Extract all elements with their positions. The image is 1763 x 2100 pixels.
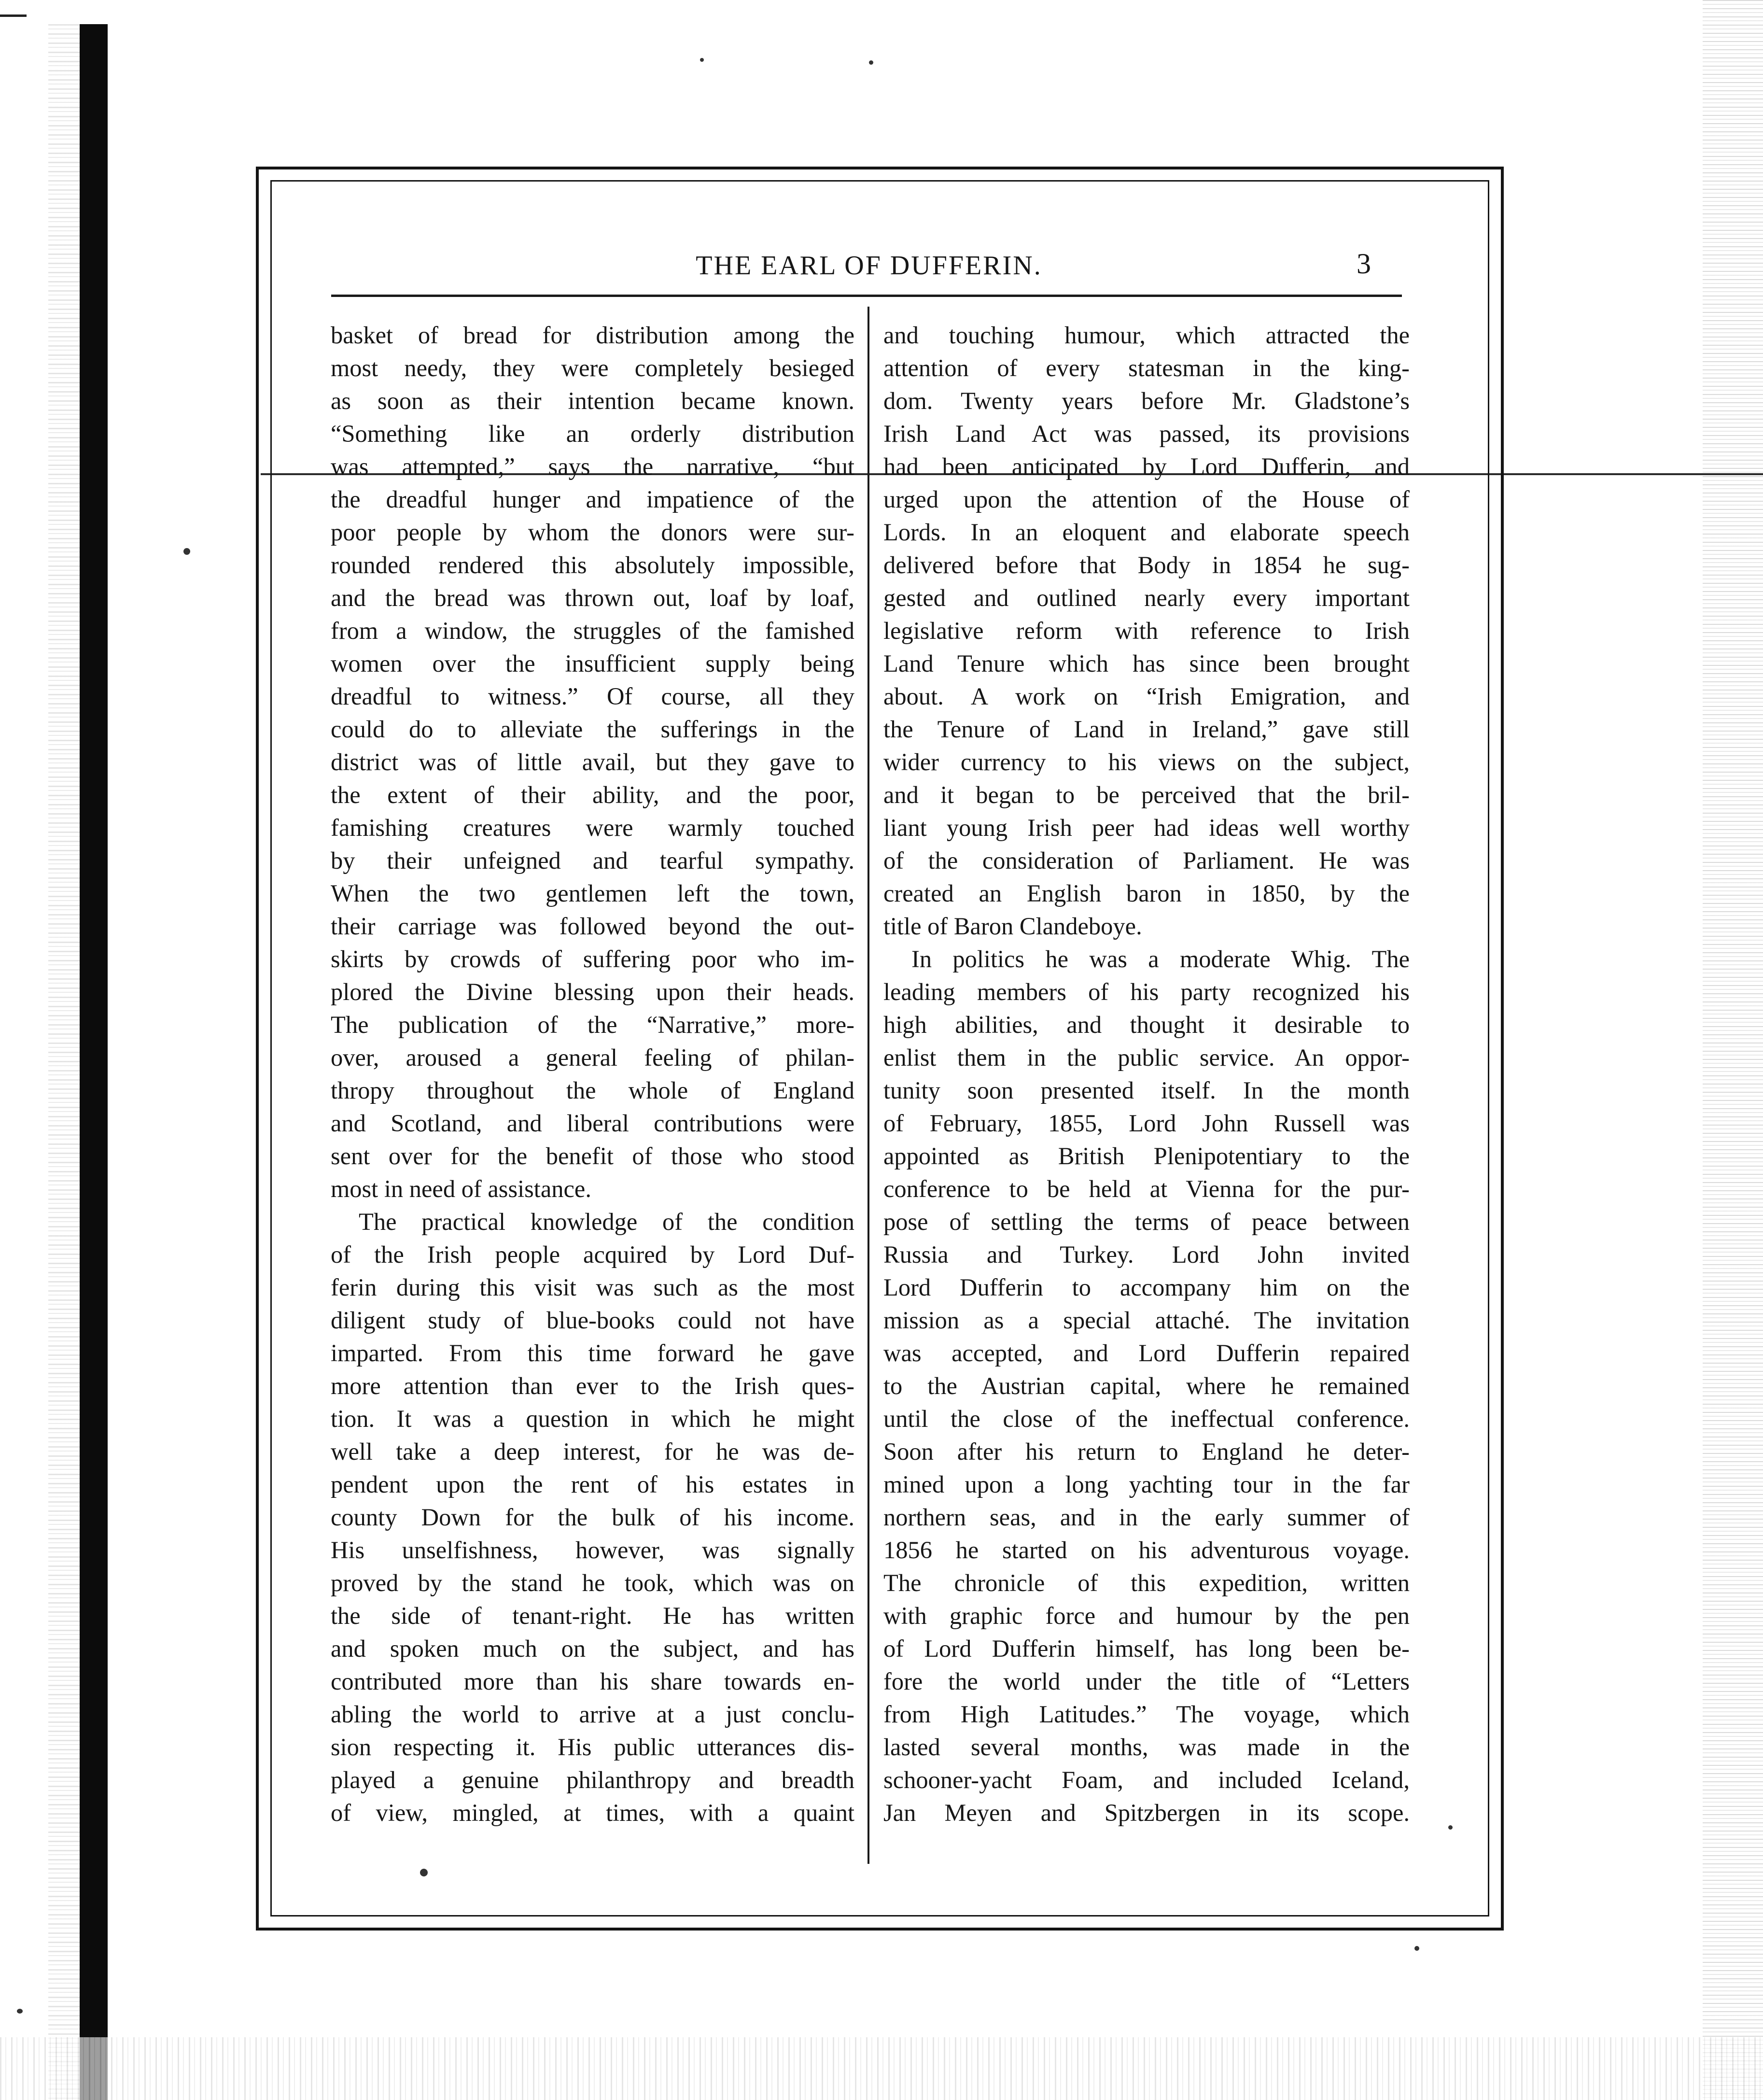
text-line: rounded rendered this absolutely impossible,: [331, 551, 854, 578]
speck: [700, 58, 704, 62]
text-line: and Scotland, and liberal contributions were: [331, 1110, 854, 1137]
text-line: and it began to be perceived that the bril-: [883, 781, 1410, 808]
text-line: “Something like an orderly distribution: [331, 420, 854, 447]
text-line: with graphic force and humour by the pen: [883, 1602, 1410, 1629]
text-line: dreadful to witness.” Of course, all they: [331, 683, 854, 710]
text-line: and touching humour, which attracted the: [883, 322, 1410, 349]
running-head: THE EARL OF DUFFERIN.: [696, 251, 1042, 281]
text-line: gested and outlined nearly every important: [883, 584, 1410, 611]
text-line: When the two gentlemen left the town,: [331, 880, 854, 907]
text-line: diligent study of blue-books could not have: [331, 1307, 854, 1334]
speck: [17, 2009, 23, 2014]
column-rule: [868, 307, 869, 1864]
text-line: northern seas, and in the early summer of: [883, 1504, 1410, 1531]
text-line: and the bread was thrown out, loaf by loaf,: [331, 584, 854, 611]
text-line: created an English baron in 1850, by the: [883, 880, 1410, 907]
text-line: of the consideration of Parliament. He was: [883, 847, 1410, 874]
text-line: to the Austrian capital, where he remained: [883, 1372, 1410, 1399]
text-line: plored the Divine blessing upon their heads.: [331, 978, 854, 1005]
text-line: most in need of assistance.: [331, 1175, 591, 1202]
text-line: tunity soon presented itself. In the month: [883, 1077, 1410, 1104]
text-line: was accepted, and Lord Dufferin repaired: [883, 1339, 1410, 1367]
text-line: sent over for the benefit of those who stood: [331, 1142, 854, 1170]
text-line: appointed as British Plenipotentiary to the: [883, 1142, 1410, 1170]
text-line: wider currency to his views on the subject,: [883, 748, 1410, 775]
text-line: thropy throughout the whole of England: [331, 1077, 854, 1104]
text-line: The practical knowledge of the condition: [359, 1208, 854, 1235]
text-line: from a window, the struggles of the famished: [331, 617, 854, 644]
text-line: conference to be held at Vienna for the pur-: [883, 1175, 1410, 1202]
text-line: pendent upon the rent of his estates in: [331, 1471, 854, 1498]
text-line: tion. It was a question in which he might: [331, 1405, 854, 1432]
text-line: of view, mingled, at times, with a quaint: [331, 1799, 854, 1826]
text-line: dom. Twenty years before Mr. Gladstone’s: [883, 387, 1410, 414]
text-line: famishing creatures were warmly touched: [331, 814, 854, 841]
text-line: the dreadful hunger and impatience of the: [331, 486, 854, 513]
text-line: Jan Meyen and Spitzbergen in its scope.: [883, 1799, 1410, 1826]
text-line: county Down for the bulk of his income.: [331, 1504, 854, 1531]
text-line: could do to alleviate the sufferings in the: [331, 716, 854, 743]
text-line: In politics he was a moderate Whig. The: [911, 945, 1410, 972]
text-line: as soon as their intention became known.: [331, 387, 854, 414]
text-line: abling the world to arrive at a just conclu-: [331, 1701, 854, 1728]
text-line: Lord Dufferin to accompany him on the: [883, 1274, 1410, 1301]
text-line: mission as a special attaché. The invitation: [883, 1307, 1410, 1334]
text-line: schooner-yacht Foam, and included Iceland,: [883, 1766, 1410, 1793]
text-line: attention of every statesman in the king-: [883, 354, 1410, 381]
text-line: district was of little avail, but they gave to: [331, 748, 854, 775]
speck: [869, 60, 873, 65]
text-line: Lords. In an eloquent and elaborate speech: [883, 519, 1410, 546]
text-line: proved by the stand he took, which was on: [331, 1569, 854, 1596]
scan-mark: [0, 14, 27, 17]
text-line: women over the insufficient supply being: [331, 650, 854, 677]
text-line: by their unfeigned and tearful sympathy.: [331, 847, 854, 874]
speck: [1414, 1946, 1419, 1951]
text-line: poor people by whom the donors were sur-: [331, 519, 854, 546]
text-line: His unselfishness, however, was signally: [331, 1536, 854, 1564]
binding-shadow: [80, 24, 108, 2100]
text-line: the Tenure of Land in Ireland,” gave still: [883, 716, 1410, 743]
text-line: liant young Irish peer had ideas well worthy: [883, 814, 1410, 841]
text-line: leading members of his party recognized his: [883, 978, 1410, 1005]
text-line: contributed more than his share towards en-: [331, 1668, 854, 1695]
bottom-edge-noise: [0, 2037, 1763, 2100]
text-column-left: [331, 319, 854, 1829]
text-line: 1856 he started on his adventurous voyage.: [883, 1536, 1410, 1564]
text-line: over, aroused a general feeling of philan-: [331, 1044, 854, 1071]
text-line: urged upon the attention of the House of: [883, 486, 1410, 513]
text-line: more attention than ever to the Irish ques-: [331, 1372, 854, 1399]
text-line: from High Latitudes.” The voyage, which: [883, 1701, 1410, 1728]
text-line: the side of tenant-right. He has written: [331, 1602, 854, 1629]
text-line: Russia and Turkey. Lord John invited: [883, 1241, 1410, 1268]
text-line: Irish Land Act was passed, its provisions: [883, 420, 1410, 447]
text-line: Land Tenure which has since been brought: [883, 650, 1410, 677]
text-line: Soon after his return to England he deter-: [883, 1438, 1410, 1465]
text-line: most needy, they were completely besieged: [331, 354, 854, 381]
text-line: high abilities, and thought it desirable to: [883, 1011, 1410, 1038]
text-line: basket of bread for distribution among the: [331, 322, 854, 349]
text-line: legislative reform with reference to Irish: [883, 617, 1410, 644]
text-line: the extent of their ability, and the poor,: [331, 781, 854, 808]
text-line: until the close of the ineffectual conference.: [883, 1405, 1410, 1432]
page-number: 3: [1357, 248, 1371, 280]
text-line: played a genuine philanthropy and breadth: [331, 1766, 854, 1793]
spine-speckle: [48, 24, 80, 2100]
text-line: ferin during this visit was such as the most: [331, 1274, 854, 1301]
text-line: title of Baron Clandeboye.: [883, 913, 1142, 940]
text-line: The chronicle of this expedition, written: [883, 1569, 1410, 1596]
text-line: skirts by crowds of suffering poor who im-: [331, 945, 854, 972]
text-line: had been anticipated by Lord Dufferin, and: [883, 453, 1410, 480]
text-line: of the Irish people acquired by Lord Duf-: [331, 1241, 854, 1268]
text-line: imparted. From this time forward he gave: [331, 1339, 854, 1367]
text-line: about. A work on “Irish Emigration, and: [883, 683, 1410, 710]
text-line: fore the world under the title of “Letters: [883, 1668, 1410, 1695]
text-line: and spoken much on the subject, and has: [331, 1635, 854, 1662]
speck: [183, 548, 190, 555]
text-line: pose of settling the terms of peace between: [883, 1208, 1410, 1235]
text-line: mined upon a long yachting tour in the far: [883, 1471, 1410, 1498]
page-edge-noise: [1703, 0, 1763, 2100]
text-line: of Lord Dufferin himself, has long been be-: [883, 1635, 1410, 1662]
text-column-right: [883, 319, 1410, 1829]
text-line: sion respecting it. His public utterances dis-: [331, 1734, 854, 1761]
header-rule: [331, 295, 1402, 297]
text-line: of February, 1855, Lord John Russell was: [883, 1110, 1410, 1137]
text-line: was attempted,” says the narrative, “but: [331, 453, 854, 480]
text-line: delivered before that Body in 1854 he sug-: [883, 551, 1410, 578]
text-line: enlist them in the public service. An oppor-: [883, 1044, 1410, 1071]
text-line: The publication of the “Narrative,” more-: [331, 1011, 854, 1038]
text-line: lasted several months, was made in the: [883, 1734, 1410, 1761]
text-line: well take a deep interest, for he was de-: [331, 1438, 854, 1465]
text-line: their carriage was followed beyond the out-: [331, 913, 854, 940]
